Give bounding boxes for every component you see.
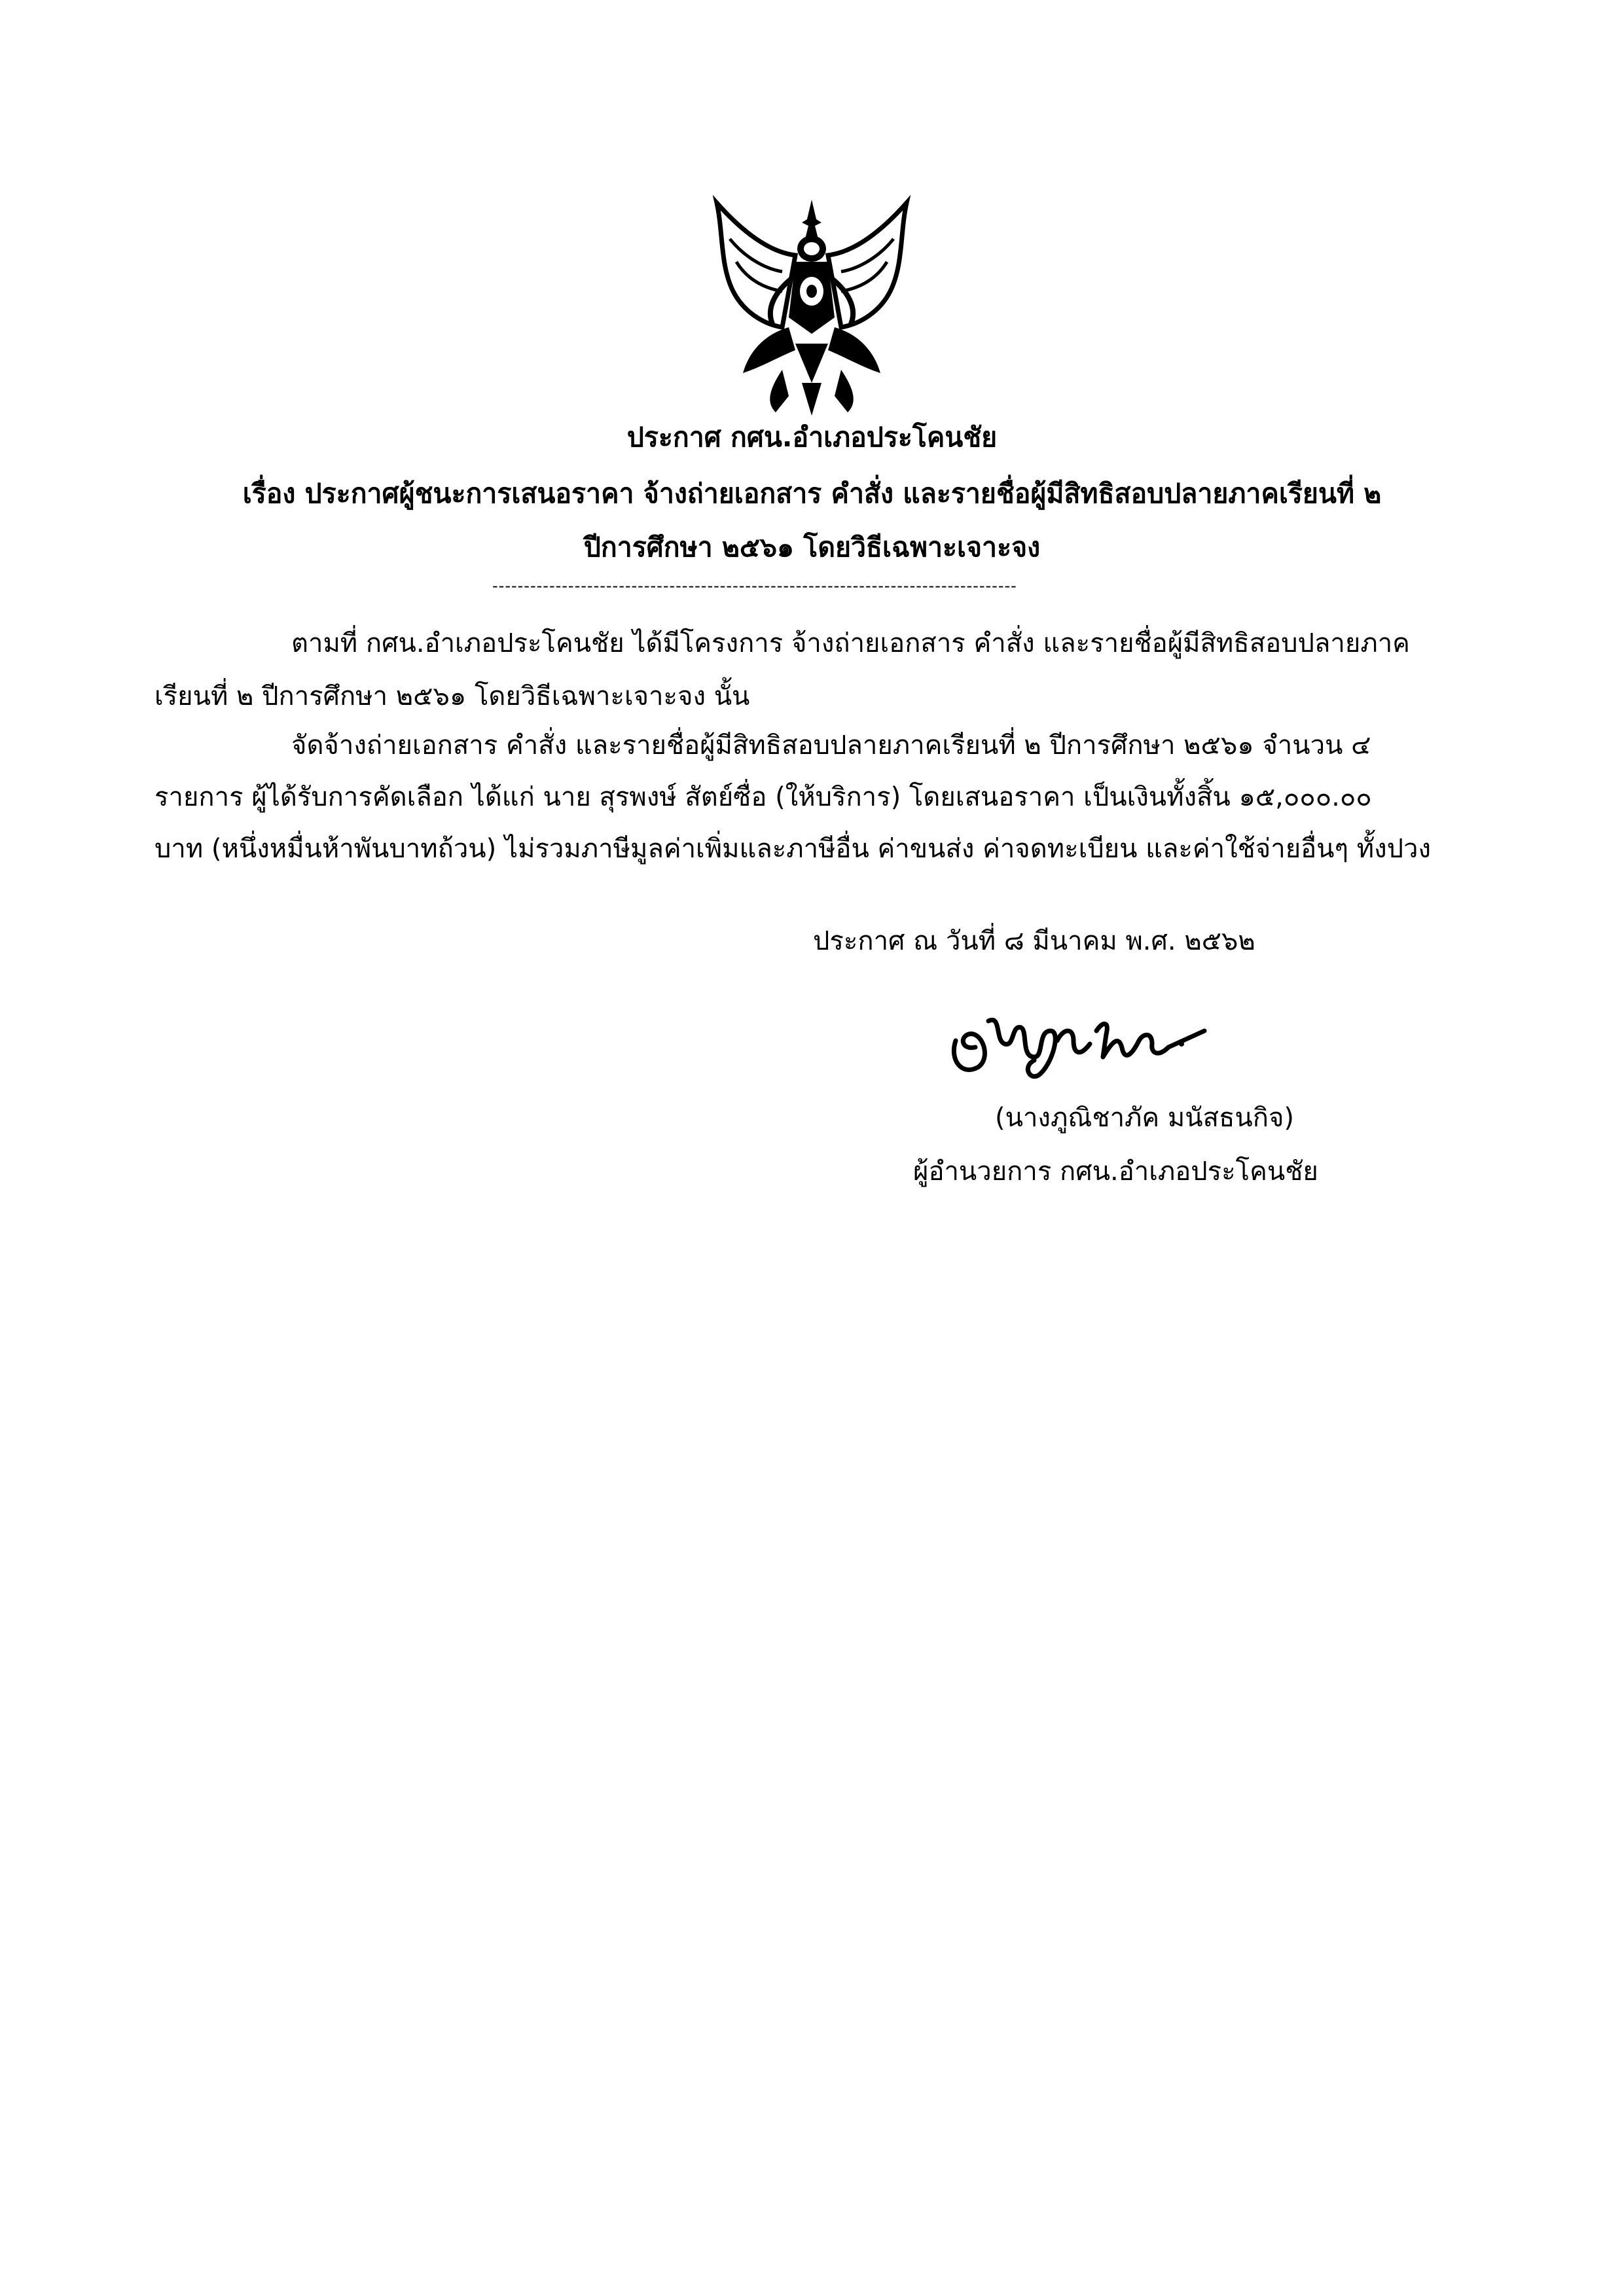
signature-icon bbox=[943, 995, 1218, 1086]
announcement-title: ประกาศ กศน.อำเภอประโคนชัย bbox=[626, 422, 998, 453]
announcement-subject: เรื่อง ประกาศผู้ชนะการเสนอราคา จ้างถ่ายเอกสาร คำสั่ง และรายชื่อผู้มีสิทธิสอบปลายภาคเรียนที่ ๒ bbox=[242, 478, 1382, 509]
signer-title: ผู้อำนวยการ กศน.อำเภอประโคนชัย bbox=[913, 1157, 1318, 1187]
body-paragraph-2-line-1: จัดจ้างถ่ายเอกสาร คำสั่ง และรายชื่อผู้มีสิทธิสอบปลายภาคเรียนที่ ๒ ปีการศึกษา ๒๕๖๑ จำนวน ๔ bbox=[291, 730, 1371, 761]
announcement-subject-cont: ปีการศึกษา ๒๕๖๑ โดยวิธีเฉพาะเจาะจง bbox=[583, 531, 1041, 563]
garuda-emblem-icon bbox=[704, 193, 920, 419]
separator-line: ----------------------------------------------------------------------------------- bbox=[492, 577, 1017, 595]
body-paragraph-1-line-2: เรียนที่ ๒ ปีการศึกษา ๒๕๖๑ โดยวิธีเฉพาะเจาะจง นั้น bbox=[154, 681, 750, 711]
body-paragraph-1-line-1: ตามที่ กศน.อำเภอประโคนชัย ได้มีโครงการ จ้างถ่ายเอกสาร คำสั่ง และรายชื่อผู้มีสิทธิสอบปลายภาค bbox=[291, 628, 1410, 658]
signer-name: (นางภูณิชาภัค มนัสธนกิจ) bbox=[995, 1103, 1295, 1133]
body-paragraph-2-line-3: บาท (หนึ่งหมื่นห้าพันบาทถ้วน) ไม่รวมภาษีมูลค่าเพิ่มและภาษีอื่น ค่าขนส่ง ค่าจดทะเบียน และค่าใช้จ่ายอื่นๆ ทั้งปวง bbox=[154, 834, 1431, 864]
announcement-date: ประกาศ ณ วันที่ ๘ มีนาคม พ.ศ. ๒๕๖๒ bbox=[813, 926, 1255, 956]
body-paragraph-2-line-2: รายการ ผู้ได้รับการคัดเลือก ได้แก่ นาย สุรพงษ์ สัตย์ซื่อ (ให้บริการ) โดยเสนอราคา เป็นเงินทั้งสิ้น ๑๕,๐๐๐.๐๐ bbox=[154, 782, 1372, 812]
